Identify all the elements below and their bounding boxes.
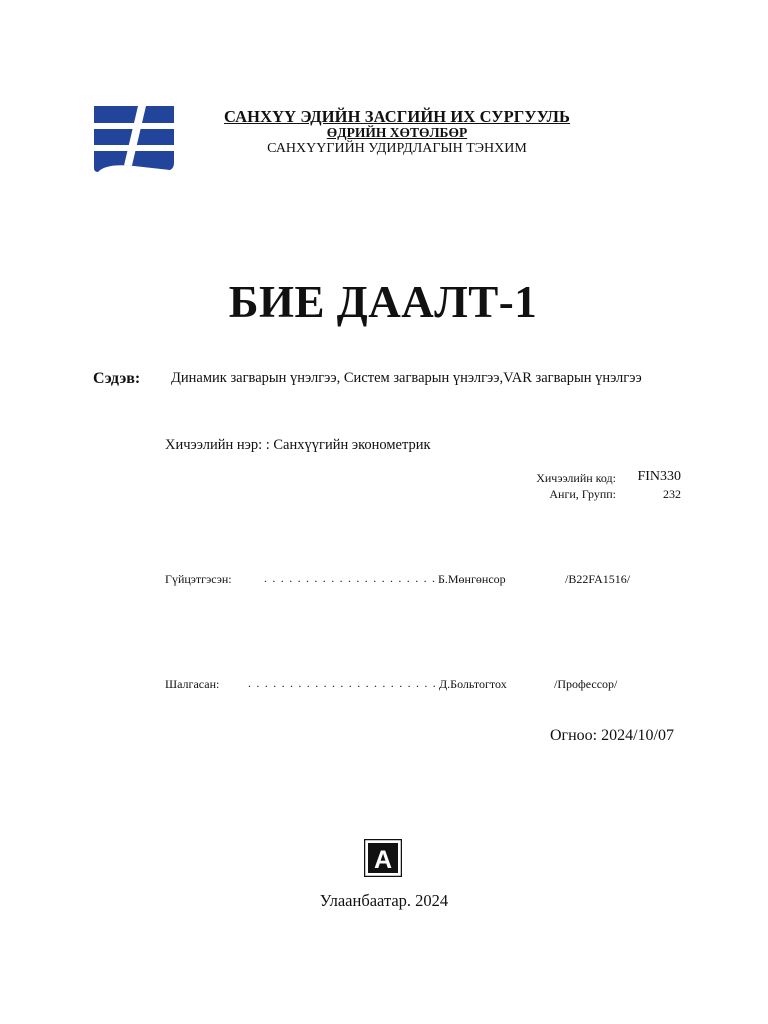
- program-name: ӨДРИЙН ХӨТӨЛБӨР: [326, 125, 468, 140]
- document-title: БИЕ ДААЛТ-1: [228, 277, 538, 327]
- emblem-letter: A: [373, 846, 393, 874]
- checked-by-name: Д.Больтогтох: [439, 677, 507, 691]
- checked-signature-line: . . . . . . . . . . . . . . . . . . . . . . .: [248, 676, 437, 690]
- topic-value: Динамик загварын үнэлгээ, Систем загварын үнэлгээ,VAR загварын үнэлгээ: [171, 370, 642, 386]
- group-value: 232: [663, 487, 681, 501]
- department-name: САНХҮҮГИЙН УДИРДЛАГЫН ТЭНХИМ: [267, 141, 527, 156]
- group-label: Анги, Групп:: [549, 487, 616, 501]
- topic-label: Сэдэв:: [93, 370, 141, 387]
- checker-title: /Профессор/: [554, 677, 618, 691]
- performed-by-name: Б.Мөнгөнсор: [438, 572, 506, 586]
- university-name: САНХҮҮ ЭДИЙН ЗАСГИЙН ИХ СУРГУУЛЬ: [223, 107, 571, 126]
- performed-signature-line: . . . . . . . . . . . . . . . . . . . . .: [264, 571, 437, 585]
- course-code-value: FIN330: [637, 469, 681, 484]
- checked-by-label: Шалгасан:: [165, 677, 220, 691]
- student-id: /B22FA1516/: [565, 572, 631, 586]
- city-year: Улаанбаатар. 2024: [319, 891, 449, 910]
- date: Огноо: 2024/10/07: [549, 727, 674, 744]
- course-name: Хичээлийн нэр: : Санхүүгийн эконометрик: [165, 437, 431, 453]
- course-code-label: Хичээлийн код:: [536, 471, 616, 485]
- performed-by-label: Гүйцэтгэсэн:: [165, 572, 232, 586]
- letter-a-emblem-icon: [364, 839, 402, 877]
